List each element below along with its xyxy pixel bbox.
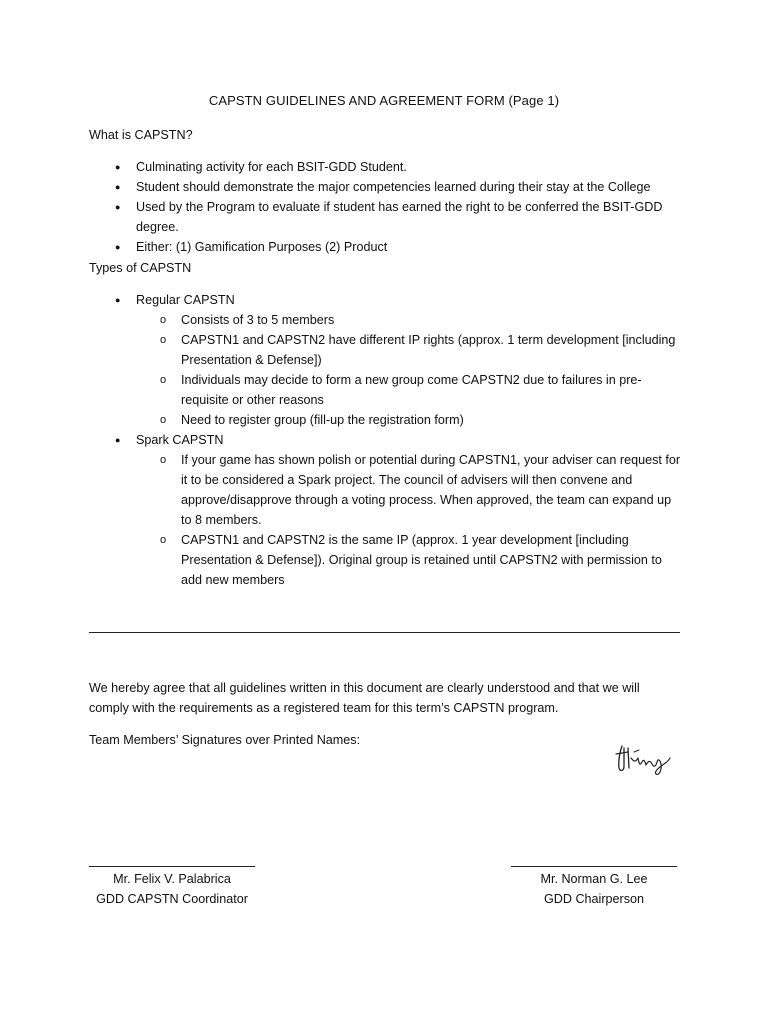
list-item-continuation: it to be considered a Spark project. The council of advisers will then convene and xyxy=(181,473,633,487)
list-item: CAPSTN1 and CAPSTN2 is the same IP (approx. 1 year development [including xyxy=(181,533,629,547)
list-item: Either: (1) Gamification Purposes (2) Product xyxy=(136,240,388,254)
right-signature-line xyxy=(511,866,677,867)
bullet-icon: ● xyxy=(115,242,121,252)
bullet-icon: ● xyxy=(115,202,121,212)
regular-capstn-label: Regular CAPSTN xyxy=(136,293,235,307)
list-item: Consists of 3 to 5 members xyxy=(181,313,335,327)
right-signatory-name: Mr. Norman G. Lee xyxy=(540,872,648,886)
list-item-continuation: add new members xyxy=(181,573,285,587)
list-item-continuation: requisite or other reasons xyxy=(181,393,324,407)
list-item: If your game has shown polish or potential during CAPSTN1, your adviser can request for xyxy=(181,453,681,467)
list-item: Need to register group (fill-up the registration form) xyxy=(181,413,464,427)
list-item: Individuals may decide to form a new group come CAPSTN2 due to failures in pre- xyxy=(181,373,642,387)
list-item-continuation: Presentation & Defense]) xyxy=(181,353,322,367)
agreement-text-line: We hereby agree that all guidelines written in this document are clearly understood and that we will xyxy=(89,681,640,695)
bullet-icon: ● xyxy=(115,435,121,445)
sub-bullet-icon: o xyxy=(160,314,167,326)
left-signature-line xyxy=(89,866,255,867)
right-signatory-role: GDD Chairperson xyxy=(543,892,645,906)
sub-bullet-icon: o xyxy=(160,534,167,546)
list-item: Student should demonstrate the major competencies learned during their stay at the College xyxy=(136,180,651,194)
bullet-icon: ● xyxy=(115,182,121,192)
list-item-continuation: approve/disapprove through a voting process. When approved, the team can expand up xyxy=(181,493,672,507)
sub-bullet-icon: o xyxy=(160,334,167,346)
types-heading: Types of CAPSTN xyxy=(89,261,192,275)
left-signatory-name: Mr. Felix V. Palabrica xyxy=(113,872,231,886)
bullet-icon: ● xyxy=(115,295,121,305)
list-item: Culminating activity for each BSIT-GDD Student. xyxy=(136,160,407,174)
left-signatory-role: GDD CAPSTN Coordinator xyxy=(96,892,248,906)
list-item: Used by the Program to evaluate if student has earned the right to be conferred the BSIT-GDD xyxy=(136,200,663,214)
bullet-icon: ● xyxy=(115,162,121,172)
list-item-continuation: Presentation & Defense]). Original group is retained until CAPSTN2 with permission to xyxy=(181,553,662,567)
handwritten-signature xyxy=(612,738,676,778)
signatures-label: Team Members’ Signatures over Printed Names: xyxy=(89,733,361,747)
sub-bullet-icon: o xyxy=(160,454,167,466)
what-is-heading: What is CAPSTN? xyxy=(89,128,193,142)
list-item: CAPSTN1 and CAPSTN2 have different IP rights (approx. 1 term development [including xyxy=(181,333,676,347)
list-item-continuation: to 8 members. xyxy=(181,513,262,527)
list-item-continuation: degree. xyxy=(136,220,179,234)
agreement-text-line: comply with the requirements as a registered team for this term’s CAPSTN program. xyxy=(89,701,559,715)
document-title: CAPSTN GUIDELINES AND AGREEMENT FORM (Page 1) xyxy=(208,93,560,108)
sub-bullet-icon: o xyxy=(160,414,167,426)
spark-capstn-label: Spark CAPSTN xyxy=(136,433,224,447)
sub-bullet-icon: o xyxy=(160,374,167,386)
section-divider xyxy=(89,632,680,633)
